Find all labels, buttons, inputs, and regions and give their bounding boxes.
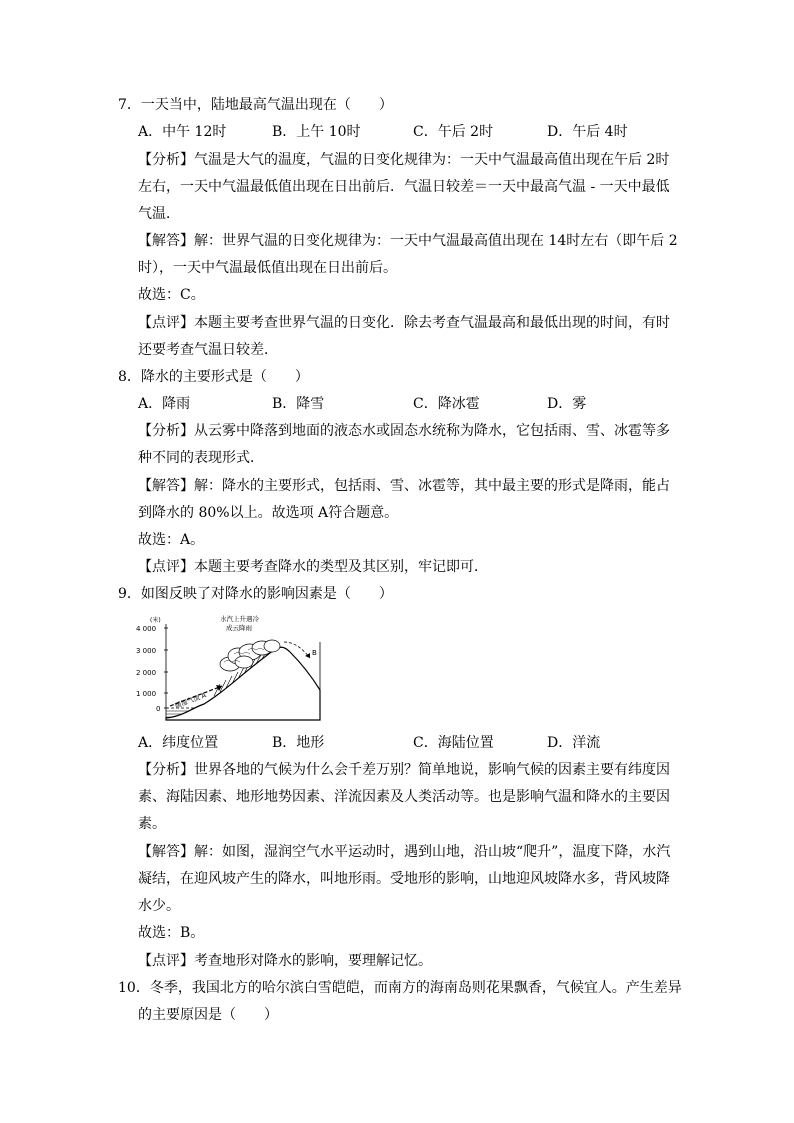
q8-stem: 8．降水的主要形式是（ ）	[118, 369, 309, 385]
q8-answer-line2: 到降水的 80%以上。故选项 A符合题意。	[138, 505, 399, 521]
q7-analysis-line1: 【分析】气温是大气的温度，气温的日变化规律为：一天中气温最高值出现在午后 2时	[138, 152, 670, 168]
figure-caption: 水汽上升遇冷	[220, 615, 259, 623]
y-tick-label: 1 000	[136, 690, 157, 698]
q10-stem-line2: 的主要原因是（ ）	[138, 1007, 278, 1023]
comment-tag: 【点评】	[138, 559, 194, 575]
point-b-label: B	[312, 649, 317, 657]
comment-tag: 【点评】	[138, 953, 194, 969]
q7-answer-line2: 时），一天中气温最低值出现在日出前后。	[138, 260, 397, 276]
q7-choice: 故选：C。	[138, 287, 205, 303]
q9-stem: 9．如图反映了对降水的影响因素是（ ）	[118, 586, 393, 602]
q10-stem-line1: 10．冬季，我国北方的哈尔滨白雪皑皑，而南方的海南岛则花果飘香，气候宜人。产生差异	[118, 980, 682, 996]
q8-option-a[interactable]: A．降雨	[138, 396, 191, 412]
q7-analysis-line3: 气温．	[138, 206, 180, 222]
y-tick-label: 2 000	[136, 669, 157, 677]
answer-tag: 【解答】	[138, 844, 194, 860]
figure-caption: 成云降雨	[226, 624, 252, 632]
q7-stem: 7．一天当中，陆地最高气温出现在（ ）	[118, 97, 393, 113]
q8-answer-line1: 【解答】解：降水的主要形式，包括雨、雪、冰雹等，其中最主要的形式是降雨，能占	[138, 478, 670, 494]
comment-tag: 【点评】	[138, 315, 194, 331]
q9-option-d[interactable]: D．洋流	[547, 735, 601, 751]
q7-comment-line1: 【点评】本题主要考查世界气温的日变化．除去考查气温最高和最低出现的时间，有时	[138, 315, 670, 331]
q8-choice: 故选：A。	[138, 532, 205, 548]
q9-choice: 故选：B。	[138, 925, 205, 941]
q9-option-a[interactable]: A．纬度位置	[138, 735, 219, 751]
q7-option-b[interactable]: B．上午 10时	[272, 124, 361, 140]
airflow-label: 暖湿气流 A	[173, 691, 208, 710]
q9-answer-line3: 水少。	[138, 898, 180, 914]
y-unit: (米)	[150, 617, 161, 624]
answer-tag: 【解答】	[138, 478, 194, 494]
q9-analysis-line2: 素、海陆因素、地形地势因素、洋流因素及人类活动等。也是影响气温和降水的主要因	[138, 789, 670, 805]
y-tick-label: 3 000	[136, 647, 157, 655]
q9-option-b[interactable]: B．地形	[272, 735, 325, 751]
q9-analysis-line1: 【分析】世界各地的气候为什么会千差万别？简单地说，影响气候的因素主要有纬度因	[138, 762, 670, 778]
q7-comment-line2: 还要考查气温日较差．	[138, 342, 278, 358]
q9-option-c[interactable]: C．海陆位置	[413, 735, 494, 751]
analysis-tag: 【分析】	[138, 152, 194, 168]
q7-option-a[interactable]: A．中午 12时	[138, 124, 227, 140]
orographic-rain-figure	[134, 612, 326, 724]
q9-answer-line1: 【解答】解：如图，湿润空气水平运动时，遇到山地，沿山坡“爬升”，温度下降，水汽	[138, 844, 671, 860]
q7-answer-line1: 【解答】解：世界气温的日变化规律为：一天中气温最高值出现在 14时左右（即午后 2	[138, 233, 678, 249]
q8-option-c[interactable]: C．降冰雹	[413, 396, 480, 412]
answer-tag: 【解答】	[138, 233, 194, 249]
y-tick-label: 4 000	[136, 625, 157, 633]
q9-answer-line2: 凝结，在迎风坡产生的降水，叫地形雨。受地形的影响，山地迎风坡降水多，背风坡降	[138, 871, 670, 887]
analysis-tag: 【分析】	[138, 423, 194, 439]
q9-analysis-line3: 素。	[138, 816, 166, 832]
q7-option-d[interactable]: D．午后 4时	[547, 124, 628, 140]
y-tick-label: 0	[156, 705, 161, 713]
q8-comment-line1: 【点评】本题主要考查降水的类型及其区别，牢记即可．	[138, 559, 488, 575]
q8-option-d[interactable]: D．雾	[547, 396, 587, 412]
q9-comment-line1: 【点评】考查地形对降水的影响，要理解记忆。	[138, 953, 432, 969]
q8-analysis-line2: 种不同的表现形式．	[138, 450, 264, 466]
analysis-tag: 【分析】	[138, 762, 194, 778]
q7-option-c[interactable]: C．午后 2时	[413, 124, 494, 140]
q8-option-b[interactable]: B．降雪	[272, 396, 325, 412]
q8-analysis-line1: 【分析】从云雾中降落到地面的液态水或固态水统称为降水，它包括雨、雪、冰雹等多	[138, 423, 670, 439]
q7-analysis-line2: 左右，一天中气温最低值出现在日出前后．气温日较差＝一天中最高气温 - 一天中最低	[138, 179, 670, 195]
